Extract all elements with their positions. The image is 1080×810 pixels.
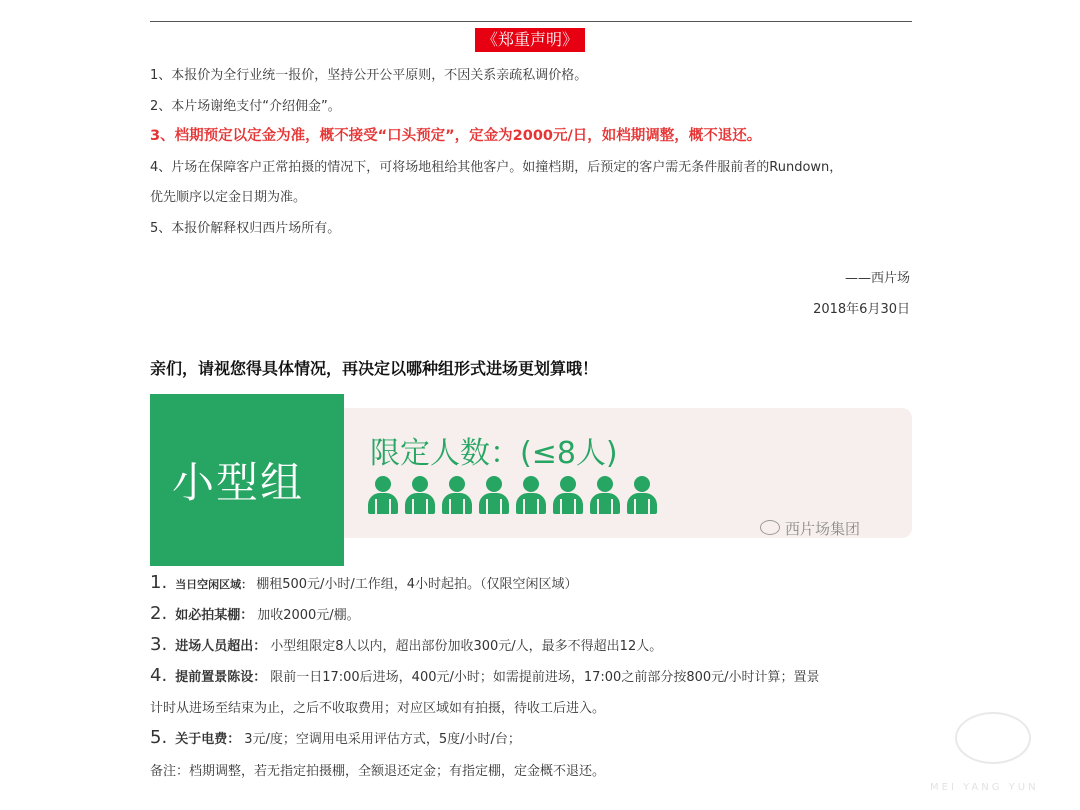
wechat-account-name: 西片场集团 (785, 520, 861, 538)
declaration-line-3: 3、档期预定以定金为准，概不接受“口头预定”，定金为2000元/日，如档期调整，概不退还。 (150, 128, 762, 144)
declaration-line-4: 4、片场在保障客户正常拍摄的情况下，可将场地租给其他客户。如撞档期，后预定的客户需无条件服前者的Rundown， (150, 160, 843, 175)
person-icon (590, 476, 620, 514)
person-icon (479, 476, 509, 514)
price-item-4: 4. 提前置景陈设： 限前一日17:00后进场，400元/小时；如需提前进场，17:00之前部分按800元/小时计算；置景 (150, 665, 820, 686)
headline: 亲们，请视您得具体情况，再决定以哪种组形式进场更划算哦！ (150, 359, 599, 378)
declaration-line-5: 5、本报价解释权归西片场所有。 (150, 221, 341, 236)
wechat-icon (760, 520, 780, 535)
person-icon (442, 476, 472, 514)
person-icon (516, 476, 546, 514)
person-icon (405, 476, 435, 514)
price-item-5: 5. 关于电费： 3元/度；空调用电采用评估方式，5度/小时/台； (150, 727, 521, 748)
declaration-title: 《郑重声明》 (475, 28, 585, 52)
watermark-logo-icon (955, 712, 1031, 764)
person-icon (553, 476, 583, 514)
price-item-1: 1. 当日空闲区域： 棚租500元/小时/工作组，4小时起拍。（仅限空闲区域） (150, 572, 578, 593)
price-item-3: 3. 进场人员超出： 小型组限定8人以内，超出部份加收300元/人，最多不得超出12人。 (150, 634, 663, 655)
declaration-line-1: 1、本报价为全行业统一报价，坚持公开公平原则，不因关系亲疏私调价格。 (150, 68, 588, 83)
declaration-line-4-cont: 优先顺序以定金日期为准。 (150, 190, 307, 205)
people-limit-label: 限定人数：(≤8人) (370, 436, 618, 471)
person-icon (368, 476, 398, 514)
price-item-4-cont: 计时从进场至结束为止，之后不收取费用；对应区域如有拍摄，待收工后进入。 (150, 701, 606, 716)
watermark-text: MEI YANG YUN (930, 782, 1039, 793)
declaration-date: 2018年6月30日 (813, 302, 910, 317)
top-divider (150, 21, 912, 22)
wechat-watermark (760, 518, 860, 539)
group-name: 小型组 (172, 458, 305, 507)
declaration-line-2: 2、本片场谢绝支付“介绍佣金”。 (150, 99, 341, 114)
small-group-banner (150, 388, 912, 566)
price-item-2: 2. 如必拍某棚： 加收2000元/棚。 (150, 603, 360, 624)
person-icon (627, 476, 657, 514)
remark-line: 备注：档期调整，若无指定拍摄棚，全额退还定金；有指定棚，定金概不退还。 (150, 764, 606, 779)
signature: ——西片场 (844, 271, 910, 286)
